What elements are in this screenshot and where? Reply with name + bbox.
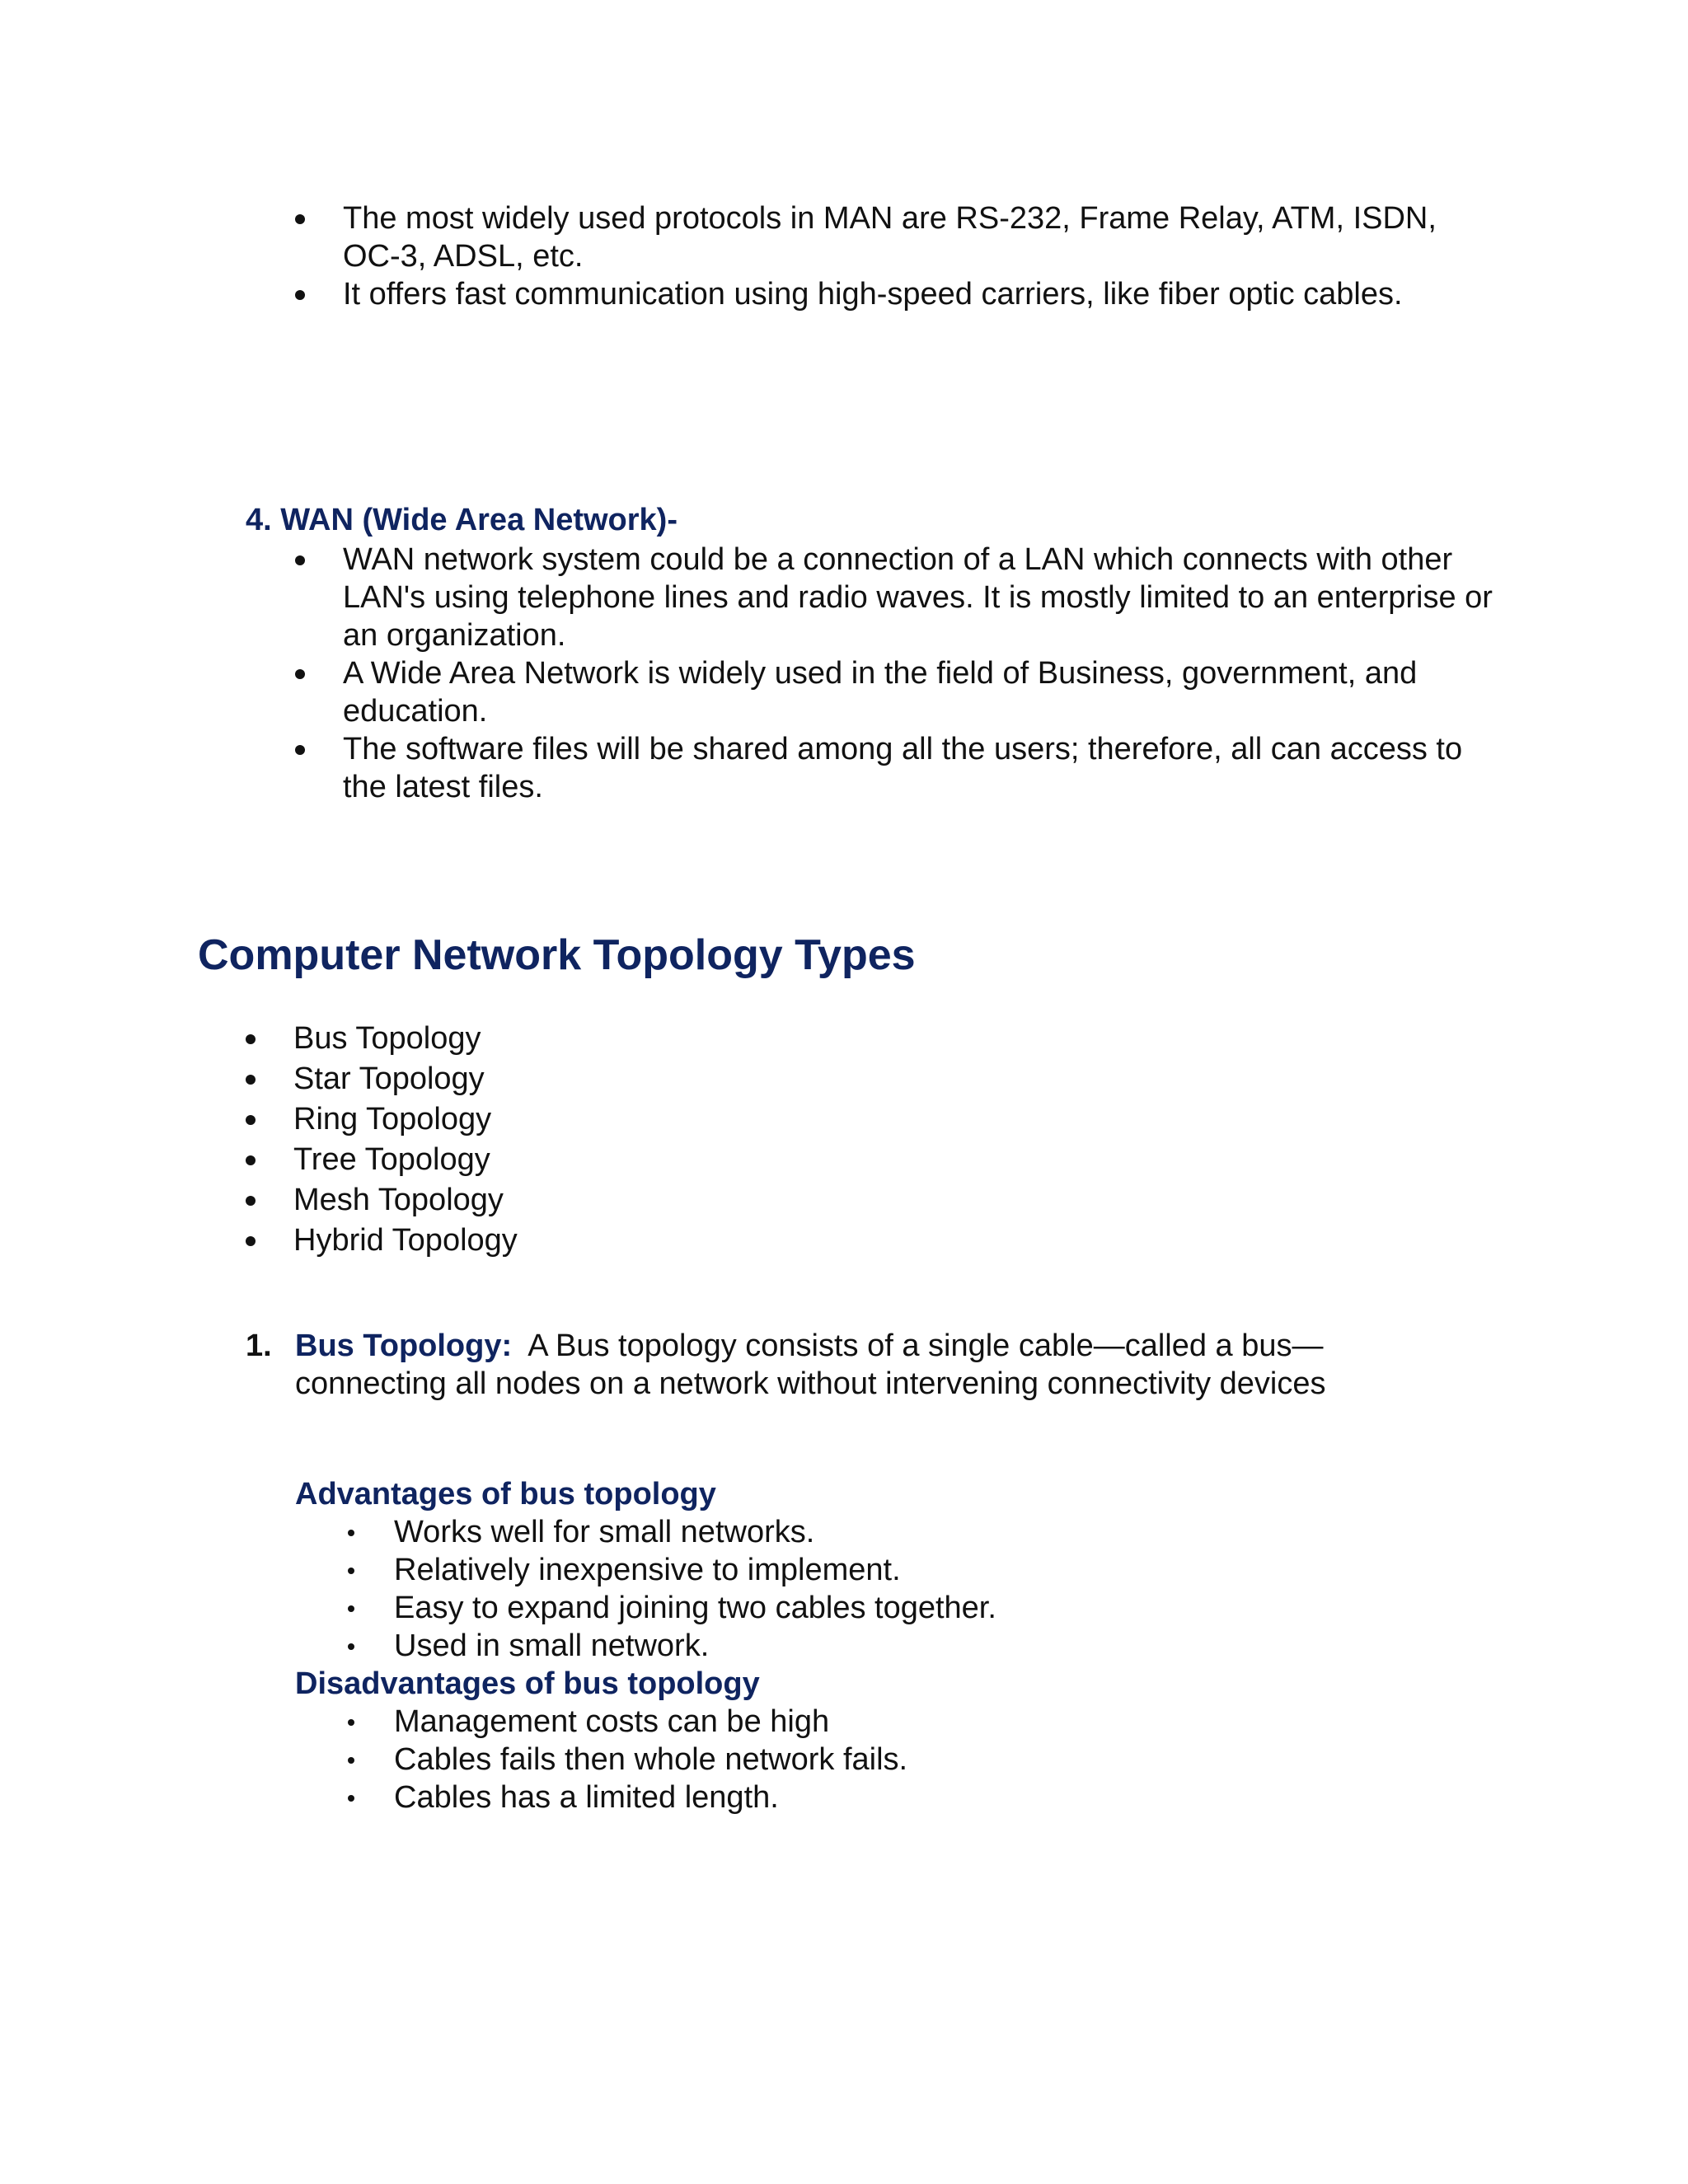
bullet-icon bbox=[348, 1568, 354, 1574]
bullet-icon bbox=[295, 214, 305, 224]
wan-heading: 4. WAN (Wide Area Network)- bbox=[246, 503, 678, 537]
list-item bbox=[345, 1589, 1334, 1627]
list-item-text: Mesh Topology bbox=[293, 1183, 504, 1217]
advantages-heading: Advantages of bus topology bbox=[295, 1477, 716, 1511]
list-item bbox=[345, 1779, 1334, 1816]
list-item-text: Ring Topology bbox=[293, 1102, 492, 1137]
bullet-icon bbox=[348, 1795, 354, 1802]
list-item-text: A Wide Area Network is widely used in the field of Business, government, and education. bbox=[343, 656, 1418, 729]
list-item-text: Works well for small networks. bbox=[394, 1515, 815, 1549]
list-item-text: WAN network system could be a connection of a LAN which connects with other LAN's using telephone lines and radio waves. It is mostly limited to an enterprise or an organization. bbox=[343, 542, 1493, 653]
bus-topology-item bbox=[246, 1327, 1367, 1403]
bullet-icon bbox=[246, 1196, 256, 1206]
advantages-list bbox=[345, 1513, 1334, 1665]
list-item bbox=[345, 1741, 1334, 1779]
list-item-text: Star Topology bbox=[293, 1062, 485, 1096]
bullet-icon bbox=[348, 1757, 354, 1764]
bullet-icon bbox=[295, 555, 305, 565]
list-item bbox=[345, 1627, 1334, 1665]
list-item-text: The most widely used protocols in MAN are RS-232, Frame Relay, ATM, ISDN, OC-3, ADSL, etc. bbox=[343, 201, 1437, 274]
disadvantages-list bbox=[345, 1703, 1334, 1816]
bullet-icon bbox=[246, 1155, 256, 1165]
bullet-icon bbox=[295, 290, 305, 300]
bullet-icon bbox=[295, 669, 305, 679]
bullet-icon bbox=[246, 1236, 256, 1246]
man-bullet-list bbox=[293, 199, 1464, 313]
list-item-text: The software files will be shared among all the users; therefore, all can access to the latest files. bbox=[343, 732, 1463, 804]
list-item bbox=[345, 1513, 1334, 1551]
list-item bbox=[293, 654, 1505, 730]
list-item bbox=[244, 1180, 986, 1221]
list-item bbox=[244, 1099, 986, 1140]
topology-section-title: Computer Network Topology Types bbox=[198, 931, 916, 979]
list-item bbox=[244, 1221, 986, 1261]
list-item bbox=[293, 541, 1505, 654]
bullet-icon bbox=[348, 1530, 354, 1536]
list-item bbox=[244, 1140, 986, 1180]
list-item-text: Bus Topology bbox=[293, 1021, 481, 1056]
list-item-text: Cables has a limited length. bbox=[394, 1780, 779, 1815]
bullet-icon bbox=[295, 745, 305, 755]
list-item-text: Management costs can be high bbox=[394, 1704, 830, 1739]
bullet-icon bbox=[246, 1075, 256, 1085]
list-item-text: Relatively inexpensive to implement. bbox=[394, 1553, 901, 1587]
item-number: 1. bbox=[246, 1329, 272, 1363]
list-item bbox=[244, 1019, 986, 1059]
list-item bbox=[345, 1551, 1334, 1589]
list-item-text: It offers fast communication using high-speed carriers, like fiber optic cables. bbox=[343, 277, 1403, 312]
list-item bbox=[293, 275, 1464, 313]
bullet-icon bbox=[348, 1605, 354, 1612]
list-item bbox=[345, 1703, 1334, 1741]
bullet-icon bbox=[246, 1034, 256, 1044]
list-item-text: Used in small network. bbox=[394, 1629, 710, 1663]
bus-topology-term: Bus Topology: bbox=[295, 1329, 513, 1363]
list-item-text: Hybrid Topology bbox=[293, 1223, 518, 1258]
list-item bbox=[293, 199, 1464, 275]
bullet-icon bbox=[246, 1115, 256, 1125]
wan-bullet-list bbox=[293, 541, 1505, 806]
bus-topology-definition: A Bus topology consists of a single cable—called a bus— connecting all nodes on a network without intervening connectivity devices bbox=[295, 1329, 1326, 1401]
list-item bbox=[244, 1059, 986, 1099]
list-item bbox=[293, 730, 1505, 806]
bullet-icon bbox=[348, 1643, 354, 1650]
topology-types-list bbox=[244, 1019, 986, 1261]
bullet-icon bbox=[348, 1719, 354, 1726]
list-item-text: Cables fails then whole network fails. bbox=[394, 1742, 908, 1777]
list-item-text: Easy to expand joining two cables together. bbox=[394, 1591, 996, 1625]
disadvantages-heading: Disadvantages of bus topology bbox=[295, 1666, 760, 1701]
list-item-text: Tree Topology bbox=[293, 1142, 490, 1177]
